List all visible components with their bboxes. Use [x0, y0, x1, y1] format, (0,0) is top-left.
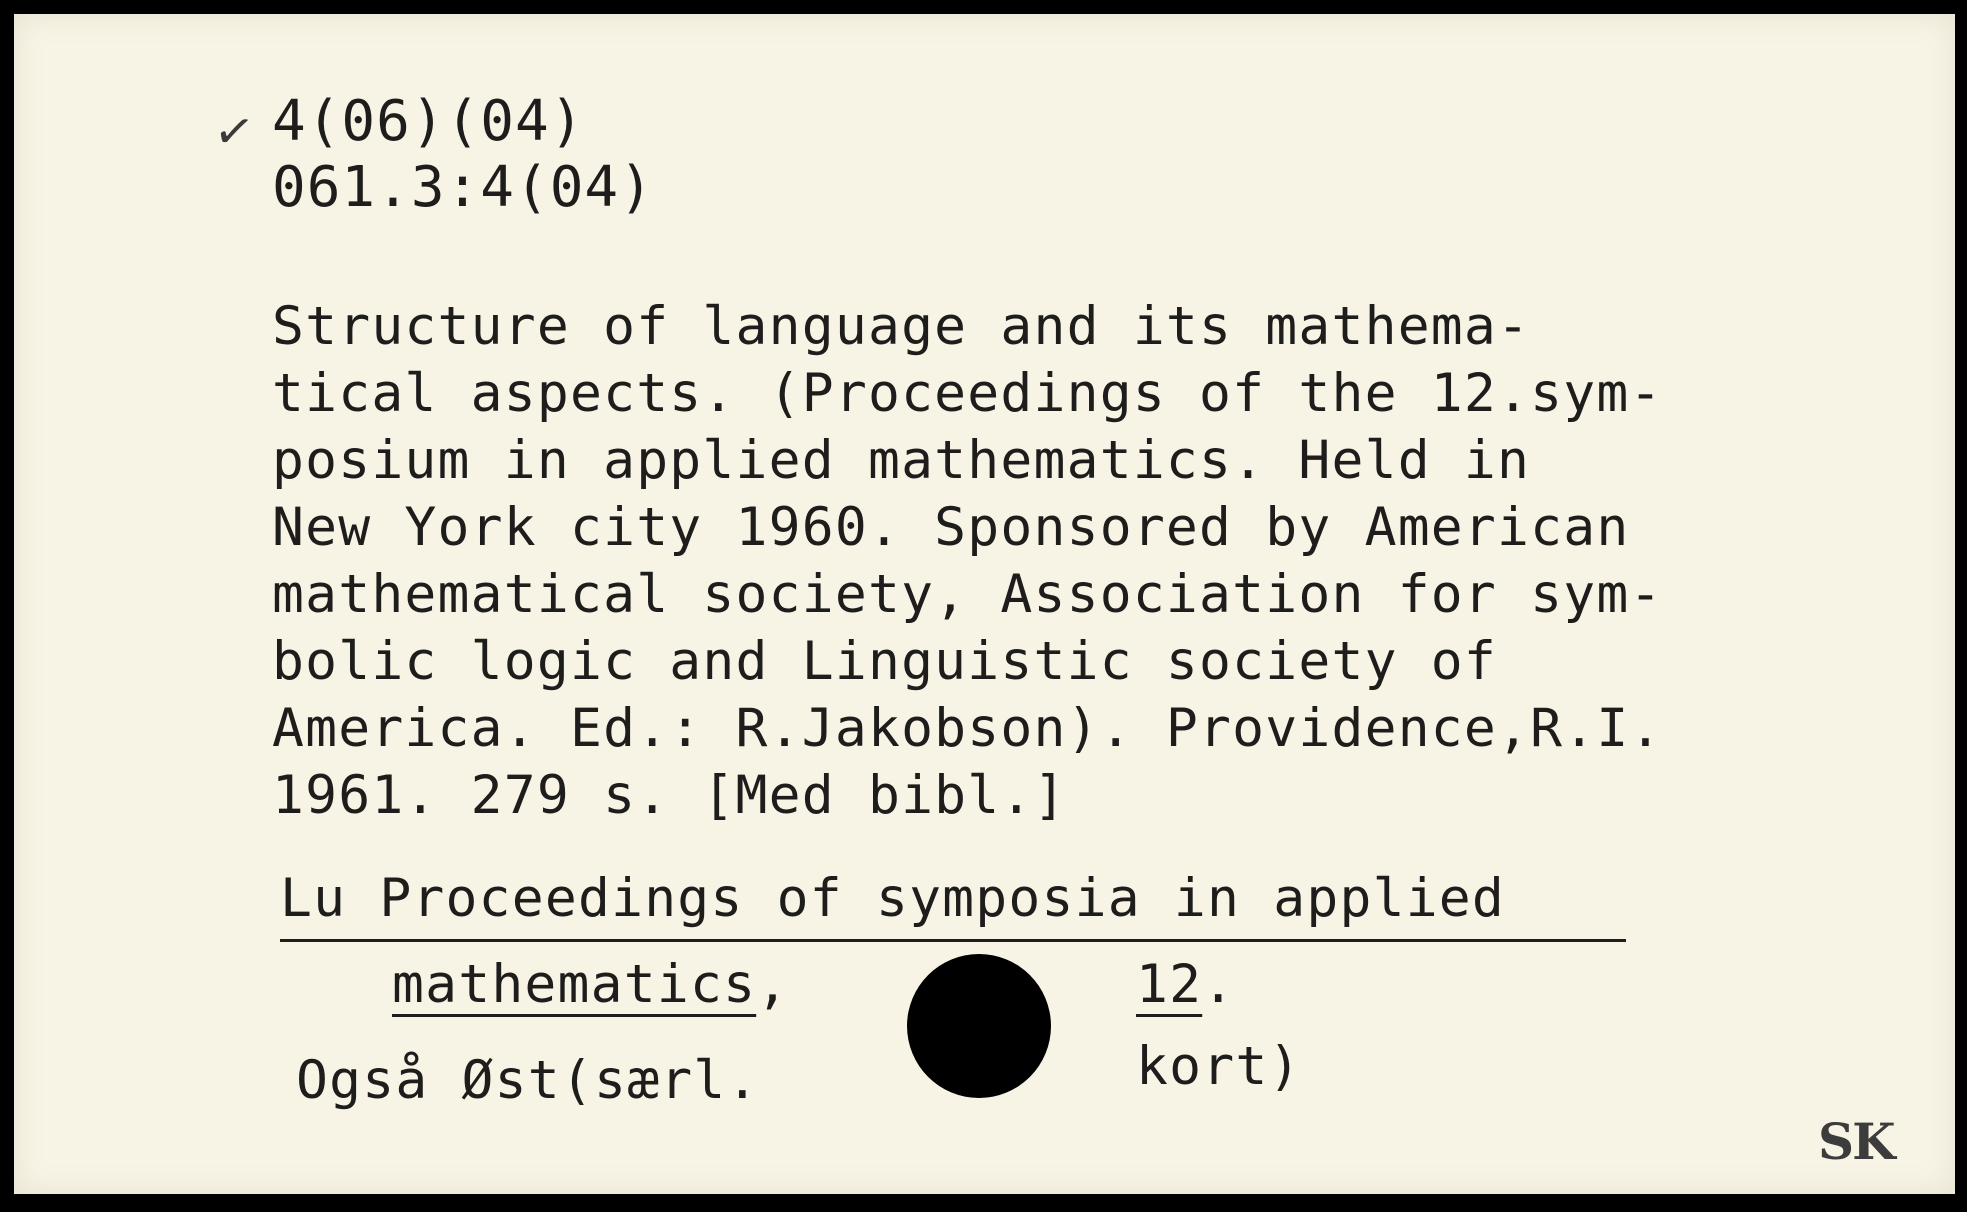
description-line: posium in applied mathematics. Held in: [272, 430, 1531, 491]
series-comma: ,: [756, 954, 790, 1015]
series-title-line-1: Lu Proceedings of symposia in applied: [280, 868, 1506, 929]
description-line: bolic logic and Linguistic society of: [272, 631, 1498, 692]
description-line: mathematical society, Association for sym-: [272, 564, 1663, 625]
sk-stamp: SK: [1818, 1112, 1894, 1171]
description-line: 1961. 279 s. [Med bibl.]: [272, 765, 1067, 826]
punch-hole: [907, 954, 1051, 1098]
description-line: Structure of language and its mathema-: [272, 296, 1531, 357]
description-line: tical aspects. (Proceedings of the 12.sym-: [272, 363, 1663, 424]
series-underline: [280, 939, 1626, 942]
series-volume-period: .: [1202, 954, 1236, 1015]
series-volume-number: 12: [1136, 954, 1203, 1015]
description-line: America. Ed.: R.Jakobson). Providence,R.I.: [272, 698, 1663, 759]
classification-code-1: 4(06)(04): [272, 89, 585, 154]
series-title-continuation: mathematics: [392, 954, 757, 1015]
also-note-continuation: kort): [1136, 1036, 1302, 1097]
series-title-line-2: [392, 954, 790, 1015]
also-note: Også Øst(særl.: [296, 1050, 760, 1111]
classification-code-2: 061.3:4(04): [272, 155, 654, 220]
series-volume: [1136, 954, 1236, 1015]
check-mark: ✓: [210, 101, 258, 163]
description-line: New York city 1960. Sponsored by American: [272, 497, 1630, 558]
